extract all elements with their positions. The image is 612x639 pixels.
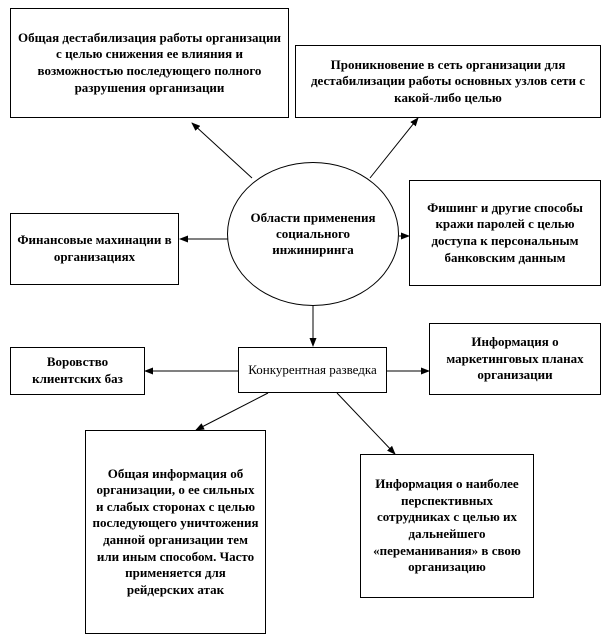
box-network-penetration (295, 45, 601, 118)
arrow-to-general-info (196, 393, 268, 430)
center-ellipse (227, 162, 399, 306)
box-promising-employees-text: Информация о наиболее перспективных сотрудниках с целью их дальнейшего «переманивания» в свою организацию (373, 476, 521, 575)
box-marketing-plans (429, 323, 601, 395)
arrow-to-top-right (370, 118, 418, 178)
box-financial-fraud (10, 213, 179, 285)
box-general-information-text: Общая информация об организации, о ее сильных и слабых сторонах с целью последующего уничтожения данной организации тем или иным способом. Часто применяется для рейдерских атак (92, 465, 259, 597)
box-marketing-plans-text: Информация о маркетинговых планах организации (446, 334, 584, 383)
box-general-destabilization (10, 8, 289, 118)
box-phishing-text: Фишинг и другие способы кражи паролей с целью доступа к персональным банковским данным (427, 199, 583, 265)
box-general-information (85, 430, 266, 634)
box-client-base-theft-text: Воровство клиентских баз (32, 354, 123, 386)
box-client-base-theft (10, 347, 145, 395)
arrow-to-employees (337, 393, 395, 454)
box-competitive-intelligence-text: Конкурентная разведка (248, 361, 377, 377)
box-financial-fraud-text: Финансовые махинации в организациях (17, 232, 172, 264)
center-label: Области применения социального инжиниринга (250, 209, 376, 258)
box-network-penetration-text: Проникновение в сеть организации для дестабилизации работы основных узлов сети с какой-либо целью (310, 56, 586, 105)
box-general-destabilization-text: Общая дестабилизация работы организации с целью снижения ее влияния и возможностью последующего полного разрушения организации (18, 29, 281, 95)
box-promising-employees (360, 454, 534, 598)
box-competitive-intelligence (238, 347, 387, 393)
box-phishing (409, 180, 601, 286)
arrow-to-top-left (192, 123, 252, 178)
